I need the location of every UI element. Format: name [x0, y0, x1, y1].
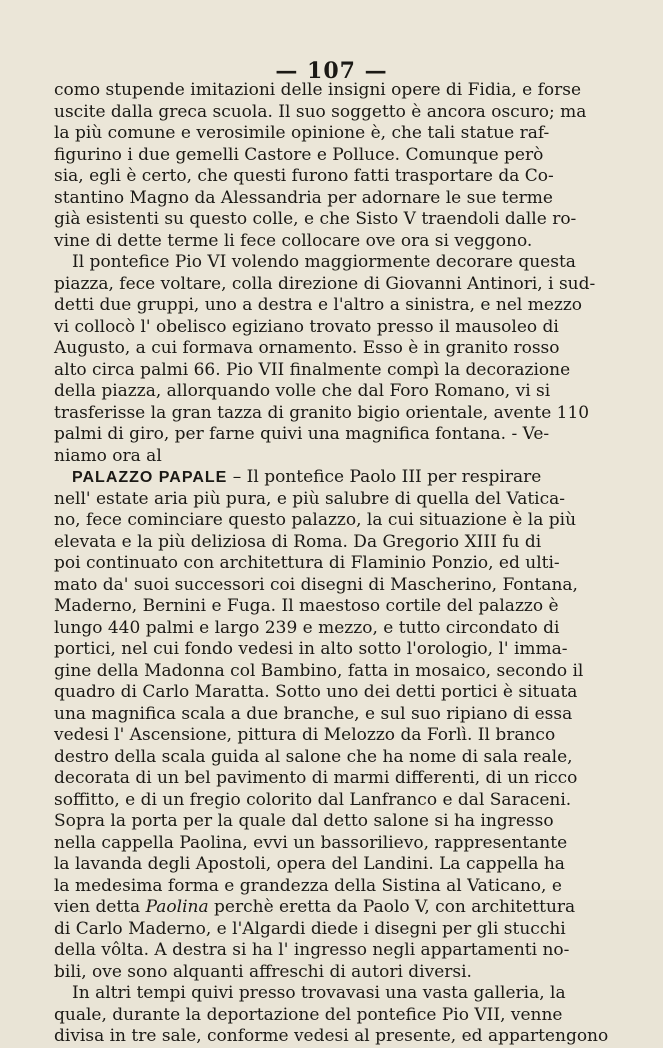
- text-line: sia, egli è certo, che questi furono fatti trasportare da Co-: [54, 166, 554, 186]
- section-heading: PALAZZO PAPALE: [72, 469, 228, 486]
- text-line: della vôlta. A destra si ha l' ingresso negli appartamenti no-: [54, 940, 570, 960]
- page-number: — 107 —: [275, 58, 388, 84]
- text-line: palmi di giro, per farne quivi una magnifica fontana. - Ve-: [54, 424, 550, 444]
- text-line: la lavanda degli Apostoli, opera del Landini. La cappella ha: [54, 854, 565, 874]
- text-line: decorata di un bel pavimento di marmi differenti, di un ricco: [54, 768, 578, 788]
- text-fragment: vien detta: [54, 897, 146, 917]
- text-line: Sopra la porta per la quale dal detto salone si ha ingresso: [54, 811, 554, 831]
- text-line: portici, nel cui fondo vedesi in alto sotto l'orologio, l' imma-: [54, 639, 568, 659]
- text-line: destro della scala guida al salone che ha nome di sala reale,: [54, 746, 573, 767]
- text-line: stantino Magno da Alessandria per adornare le sue terme: [54, 187, 553, 208]
- text-line: uscite dalla greca scuola. Il suo soggetto è ancora oscuro; ma: [54, 101, 587, 122]
- text-line: alto circa palmi 66. Pio VII finalmente compì la decorazione: [54, 359, 571, 380]
- text-line: poi continuato con architettura di Flaminio Ponzio, ed ulti-: [54, 553, 560, 573]
- text-line: gine della Madonna col Bambino, fatta in mosaico, secondo il: [54, 660, 584, 681]
- paragraph-1: [54, 80, 587, 252]
- paragraph-palazzo-papale: [54, 467, 584, 983]
- italic-word: Paolina: [145, 897, 209, 917]
- text-line: [54, 897, 576, 919]
- text-line: nella cappella Paolina, evvi un bassorilievo, rappresentante: [54, 832, 568, 853]
- text-line: quadro di Carlo Maratta. Sotto uno dei detti portici è situata: [54, 682, 578, 702]
- text-line: trasferisse la gran tazza di granito bigio orientale, avente 110: [54, 402, 590, 423]
- paragraph-2: [54, 252, 596, 467]
- text-line: nell' estate aria più pura, e più salubre di quella del Vatica-: [54, 488, 566, 509]
- text-line: la più comune e verosimile opinione è, che tali statue raf-: [54, 123, 550, 143]
- text-line: della piazza, allorquando volle che dal Foro Romano, vi si: [54, 381, 551, 401]
- text-line: bili, ove sono alquanti affreschi di autori diversi.: [54, 961, 472, 982]
- text-line: como stupende imitazioni delle insigni opere di Fidia, e forse: [54, 80, 582, 100]
- text-line: soffitto, e di un fregio colorito dal Lanfranco e dal Saraceni.: [54, 789, 572, 810]
- text-line: la medesima forma e grandezza della Sistina al Vaticano, e: [54, 875, 562, 896]
- text-line: quale, durante la deportazione del pontefice Pio VII, venne: [54, 1004, 563, 1025]
- text-line: lungo 440 palmi e largo 239 e mezzo, e tutto circondato di: [54, 617, 560, 638]
- text-fragment: perchè eretta da Paolo V, con architettura: [208, 897, 576, 917]
- text-line: mato da' suoi successori coi disegni di Mascherino, Fontana,: [54, 574, 578, 595]
- text-line: piazza, fece voltare, colla direzione di Giovanni Antinori, i sud-: [54, 273, 596, 294]
- text-line: Augusto, a cui formava ornamento. Esso è in granito rosso: [54, 338, 560, 358]
- text-line: divisa in tre sale, conforme vedesi al presente, ed appartengono: [54, 1026, 609, 1046]
- text-line: elevata e la più deliziosa di Roma. Da Gregorio XIII fu di: [54, 531, 542, 552]
- text-line: In altri tempi quivi presso trovavasi una vasta galleria, la: [72, 983, 566, 1003]
- paragraph-4: [54, 983, 609, 1048]
- text-line: vi collocò l' obelisco egiziano trovato presso il mausoleo di: [54, 316, 559, 337]
- text-line: detti due gruppi, uno a destra e l'altro a sinistra, e nel mezzo: [54, 295, 583, 315]
- text-line: [54, 467, 542, 489]
- text-line: vedesi l' Ascensione, pittura di Melozzo da Forlì. Il branco: [54, 725, 556, 745]
- body-text: [54, 80, 609, 1048]
- text-line: Maderno, Bernini e Fuga. Il maestoso cortile del palazzo è: [54, 596, 559, 616]
- heading-line-rest: – Il pontefice Paolo III per respirare: [232, 467, 542, 487]
- text-line: di Carlo Maderno, e l'Algardi diede i disegni per gli stucchi: [54, 918, 566, 939]
- text-line: vine di dette terme li fece collocare ove ora si veggono.: [54, 230, 533, 251]
- text-line: già esistenti su questo colle, e che Sisto V traendoli dalle ro-: [54, 209, 577, 229]
- text-line: una magnifica scala a due branche, e sul suo ripiano di essa: [54, 703, 573, 724]
- text-line: niamo ora al: [54, 445, 162, 466]
- text-line: figurino i due gemelli Castore e Polluce. Comunque però: [54, 144, 544, 165]
- text-line: Il pontefice Pio VI volendo maggiormente decorare questa: [72, 252, 576, 272]
- text-line: no, fece cominciare questo palazzo, la cui situazione è la più: [54, 510, 577, 530]
